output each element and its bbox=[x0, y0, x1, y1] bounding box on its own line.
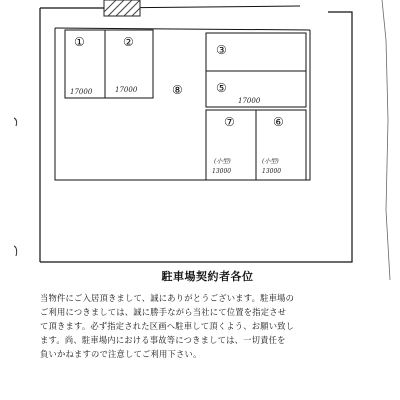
notice-line-1: 当物件にご入居頂きまして、誠にありがとうございます。駐車場の bbox=[40, 293, 295, 303]
space-size-6: (小型) bbox=[262, 158, 279, 165]
space-price-1: 17000 bbox=[70, 88, 93, 96]
space-number-5: ⑤ bbox=[216, 81, 227, 95]
notice-line-5: 負いかねますので注意してご利用下さい。 bbox=[40, 349, 202, 359]
left-scan-mark-bottom bbox=[14, 246, 17, 256]
space-number-7: ⑦ bbox=[224, 115, 235, 129]
space-number-6: ⑥ bbox=[273, 115, 284, 129]
entrance-hatch bbox=[104, 0, 140, 16]
lot-boundary bbox=[40, 8, 352, 262]
notice-line-4: ます。尚、駐車場内における事故等につきましては、一切責任を bbox=[40, 335, 286, 345]
notice-line-3: て頂きます。必ず指定された区画へ駐車して頂くよう、お願い致し bbox=[40, 321, 295, 331]
space-number-8: ⑧ bbox=[172, 83, 183, 97]
notice-title: 駐車場契約者各位 bbox=[161, 270, 254, 283]
space-price-5: 17000 bbox=[238, 97, 261, 105]
space-number-2: ② bbox=[123, 35, 134, 49]
notice-line-2: ご利用につきましては、誠に勝手ながら当社にて位置を指定させ bbox=[40, 307, 287, 317]
left-scan-mark-top bbox=[14, 118, 17, 126]
space-price-2: 17000 bbox=[115, 86, 138, 94]
space-number-3: ③ bbox=[216, 43, 227, 57]
notice-section bbox=[40, 268, 375, 361]
space-number-1: ① bbox=[74, 35, 85, 49]
space-price-7: 13000 bbox=[212, 168, 232, 175]
right-scan-edge bbox=[382, 0, 390, 280]
space-price-6: 13000 bbox=[262, 168, 282, 175]
space-size-7: (小型) bbox=[214, 158, 231, 165]
